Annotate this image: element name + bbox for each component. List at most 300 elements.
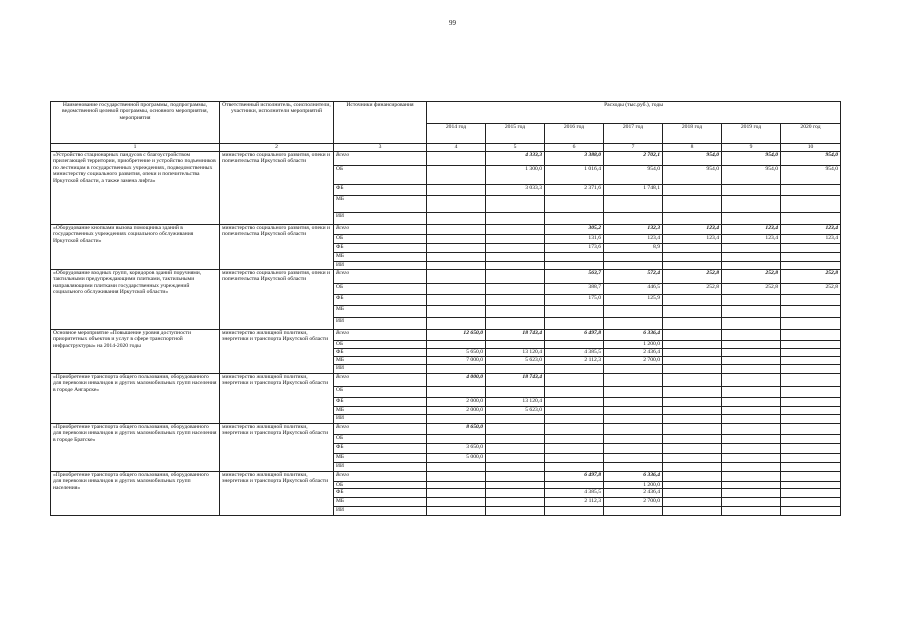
amount-cell [781, 357, 841, 365]
amount-cell [663, 262, 722, 270]
amount-cell [722, 424, 781, 435]
amount-cell: 252,8 [781, 284, 841, 295]
funding-source-cell: ОБ [334, 435, 427, 444]
column-number: 5 [486, 144, 545, 152]
amount-cell [781, 398, 841, 407]
amount-cell [663, 454, 722, 463]
amount-cell: 123,4 [663, 235, 722, 244]
program-name-cell: «Приобретение транспорта общего пользования, оборудованного для перевозки инвалидов и других маломобильных групп населения в городе Ангарске» [51, 374, 220, 424]
amount-cell [663, 213, 722, 225]
amount-cell [781, 253, 841, 262]
amount-cell [781, 407, 841, 415]
funding-source-cell: ОБ [334, 341, 427, 349]
amount-cell [722, 444, 781, 454]
amount-cell [545, 444, 604, 454]
amount-cell [781, 196, 841, 213]
amount-cell [663, 444, 722, 454]
amount-cell [486, 284, 545, 295]
amount-cell [486, 463, 545, 472]
amount-cell [781, 435, 841, 444]
amount-cell [663, 398, 722, 407]
amount-cell [663, 472, 722, 482]
amount-cell: 252,8 [663, 284, 722, 295]
column-number: 6 [545, 144, 604, 152]
column-number: 8 [663, 144, 722, 152]
header-year: 2020 год [781, 124, 841, 144]
amount-cell [663, 435, 722, 444]
amount-cell: 18 743,4 [486, 330, 545, 341]
amount-cell [545, 374, 604, 387]
amount-cell [427, 235, 486, 244]
amount-cell: 12 650,0 [427, 330, 486, 341]
amount-cell [722, 357, 781, 365]
amount-cell [781, 454, 841, 463]
funding-source-cell: МБ [334, 306, 427, 318]
amount-cell: 131,6 [545, 235, 604, 244]
amount-cell [486, 387, 545, 398]
amount-cell: 125,9 [604, 295, 663, 306]
header-program: Наименование государственной программы, подпрограммы, ведомственной целевой программы, основного мероприятия, мероприятия [51, 102, 220, 144]
amount-cell [781, 507, 841, 516]
header-responsible: Ответственный исполнитель, соисполнители, участники, исполнители мероприятий [220, 102, 334, 144]
funding-source-cell: ОБ [334, 284, 427, 295]
amount-cell [604, 262, 663, 270]
funding-source-cell: ФБ [334, 295, 427, 306]
amount-cell: 6 336,4 [604, 472, 663, 482]
amount-cell: 2 000,0 [427, 407, 486, 415]
amount-cell: 2 000,0 [427, 398, 486, 407]
amount-cell [781, 374, 841, 387]
table-row [51, 424, 841, 435]
amount-cell [722, 349, 781, 357]
amount-cell: 954,0 [604, 166, 663, 185]
amount-cell [722, 482, 781, 489]
amount-cell: 4 385,5 [545, 349, 604, 357]
amount-cell [427, 225, 486, 235]
amount-cell [663, 185, 722, 196]
amount-cell [722, 407, 781, 415]
amount-cell [427, 213, 486, 225]
amount-cell [486, 424, 545, 435]
amount-cell [604, 415, 663, 424]
funding-source-cell: ОБ [334, 387, 427, 398]
amount-cell [722, 244, 781, 253]
amount-cell [722, 415, 781, 424]
amount-cell [427, 365, 486, 374]
amount-cell [545, 306, 604, 318]
amount-cell [663, 196, 722, 213]
amount-cell [722, 507, 781, 516]
amount-cell [604, 507, 663, 516]
funding-source-cell: ИИ [334, 365, 427, 374]
amount-cell [486, 295, 545, 306]
amount-cell [486, 306, 545, 318]
funding-source-cell: Всего [334, 472, 427, 482]
amount-cell [663, 463, 722, 472]
amount-cell [486, 270, 545, 284]
responsible-cell: министерство жилищной политики, энергетики и транспорта Иркутской области [220, 330, 334, 374]
amount-cell: 2 371,6 [545, 185, 604, 196]
funding-source-cell: МБ [334, 407, 427, 415]
amount-cell [486, 318, 545, 330]
amount-cell [427, 284, 486, 295]
amount-cell: 2 702,1 [604, 152, 663, 166]
amount-cell [486, 225, 545, 235]
funding-source-cell: Всего [334, 330, 427, 341]
funding-source-cell: ОБ [334, 166, 427, 185]
amount-cell [722, 295, 781, 306]
amount-cell [781, 365, 841, 374]
amount-cell [486, 235, 545, 244]
amount-cell [545, 318, 604, 330]
amount-cell: 954,0 [781, 152, 841, 166]
amount-cell [427, 415, 486, 424]
amount-cell [722, 262, 781, 270]
amount-cell [545, 213, 604, 225]
responsible-cell: министерство социального развития, опеки и попечительства Иркутской области [220, 225, 334, 270]
amount-cell: 18 743,4 [486, 374, 545, 387]
amount-cell [604, 365, 663, 374]
amount-cell: 252,8 [781, 270, 841, 284]
amount-cell [722, 398, 781, 407]
funding-source-cell: ИИ [334, 318, 427, 330]
funding-source-cell: ИИ [334, 262, 427, 270]
amount-cell [781, 472, 841, 482]
amount-cell: 954,0 [722, 166, 781, 185]
amount-cell [663, 424, 722, 435]
amount-cell [722, 318, 781, 330]
amount-cell [486, 435, 545, 444]
column-number: 9 [722, 144, 781, 152]
header-source: Источники финансирования [334, 102, 427, 144]
amount-cell [545, 415, 604, 424]
amount-cell: 446,5 [604, 284, 663, 295]
amount-cell [545, 435, 604, 444]
amount-cell [781, 295, 841, 306]
amount-cell: 572,4 [604, 270, 663, 284]
amount-cell: 5 650,0 [427, 349, 486, 357]
table-row [51, 374, 841, 387]
amount-cell [722, 489, 781, 498]
amount-cell [427, 318, 486, 330]
column-number: 3 [334, 144, 427, 152]
amount-cell [663, 330, 722, 341]
amount-cell [722, 196, 781, 213]
funding-source-cell: Всего [334, 225, 427, 235]
amount-cell [663, 244, 722, 253]
budget-table [50, 101, 841, 516]
funding-source-cell: МБ [334, 454, 427, 463]
amount-cell [781, 318, 841, 330]
page-number: 99 [449, 19, 456, 27]
amount-cell [545, 365, 604, 374]
amount-cell: 8 650,0 [427, 424, 486, 435]
amount-cell [663, 407, 722, 415]
program-name-cell: «Приобретение транспорта общего пользования, оборудованного для перевозки инвалидов и других маломобильных групп населения в городе Братске» [51, 424, 220, 472]
funding-source-cell: ФБ [334, 444, 427, 454]
amount-cell: 1 200,0 [604, 341, 663, 349]
table-row [51, 472, 841, 482]
amount-cell [604, 213, 663, 225]
amount-cell: 173,6 [545, 244, 604, 253]
amount-cell: 4 385,5 [545, 489, 604, 498]
amount-cell: 2 700,0 [604, 357, 663, 365]
amount-cell: 954,0 [781, 166, 841, 185]
amount-cell [781, 424, 841, 435]
funding-source-cell: ИИ [334, 213, 427, 225]
amount-cell [604, 196, 663, 213]
amount-cell: 563,7 [545, 270, 604, 284]
amount-cell: 4 000,0 [427, 374, 486, 387]
amount-cell [663, 498, 722, 507]
amount-cell [427, 306, 486, 318]
amount-cell [545, 262, 604, 270]
amount-cell [545, 387, 604, 398]
amount-cell [781, 489, 841, 498]
amount-cell: 1 016,4 [545, 166, 604, 185]
amount-cell [427, 185, 486, 196]
amount-cell [722, 374, 781, 387]
funding-source-cell: ИИ [334, 415, 427, 424]
funding-source-cell: ФБ [334, 489, 427, 498]
amount-cell: 954,0 [663, 166, 722, 185]
amount-cell [486, 507, 545, 516]
amount-cell [781, 463, 841, 472]
amount-cell [604, 435, 663, 444]
amount-cell [486, 196, 545, 213]
column-number: 10 [781, 144, 841, 152]
amount-cell [663, 374, 722, 387]
header-year: 2018 год [663, 124, 722, 144]
amount-cell [781, 341, 841, 349]
amount-cell [545, 463, 604, 472]
amount-cell: 2 436,4 [604, 489, 663, 498]
amount-cell [604, 407, 663, 415]
funding-source-cell: МБ [334, 357, 427, 365]
amount-cell [781, 185, 841, 196]
amount-cell [427, 498, 486, 507]
amount-cell [722, 472, 781, 482]
responsible-cell: министерство жилищной политики, энергетики и транспорта Иркутской области [220, 472, 334, 516]
amount-cell [486, 365, 545, 374]
amount-cell: 3 033,3 [486, 185, 545, 196]
amount-cell: 305,2 [545, 225, 604, 235]
funding-source-cell: Всего [334, 424, 427, 435]
funding-source-cell: ФБ [334, 349, 427, 357]
amount-cell [781, 213, 841, 225]
amount-cell [486, 472, 545, 482]
amount-cell [604, 463, 663, 472]
amount-cell [486, 341, 545, 349]
amount-cell [663, 482, 722, 489]
funding-source-cell: Всего [334, 270, 427, 284]
amount-cell [545, 196, 604, 213]
amount-cell: 1 300,0 [486, 166, 545, 185]
amount-cell [722, 387, 781, 398]
amount-cell [663, 357, 722, 365]
amount-cell [486, 253, 545, 262]
amount-cell: 6 497,8 [545, 330, 604, 341]
amount-cell [663, 489, 722, 498]
amount-cell: 2 112,3 [545, 498, 604, 507]
amount-cell [486, 444, 545, 454]
amount-cell [722, 454, 781, 463]
amount-cell [427, 166, 486, 185]
amount-cell [486, 498, 545, 507]
amount-cell [486, 489, 545, 498]
column-number: 4 [427, 144, 486, 152]
amount-cell [722, 330, 781, 341]
amount-cell [604, 398, 663, 407]
amount-cell [781, 415, 841, 424]
amount-cell: 252,8 [663, 270, 722, 284]
amount-cell [604, 253, 663, 262]
amount-cell [545, 424, 604, 435]
funding-source-cell: ФБ [334, 185, 427, 196]
header-year: 2014 год [427, 124, 486, 144]
amount-cell [545, 253, 604, 262]
header-expenses: Расходы (тыс.руб.), годы [427, 102, 841, 124]
amount-cell [486, 244, 545, 253]
amount-cell [427, 152, 486, 166]
amount-cell: 6 497,8 [545, 472, 604, 482]
amount-cell [663, 295, 722, 306]
responsible-cell: министерство жилищной политики, энергетики и транспорта Иркутской области [220, 424, 334, 472]
amount-cell [781, 482, 841, 489]
amount-cell [427, 472, 486, 482]
amount-cell: 1 200,0 [604, 482, 663, 489]
program-name-cell: Основное мероприятие «Повышение уровня доступности приоритетных объектов и услуг в сфере транспортной инфраструктуры» на 2014-2020 годы [51, 330, 220, 374]
amount-cell [427, 295, 486, 306]
amount-cell [427, 463, 486, 472]
amount-cell [722, 185, 781, 196]
amount-cell: 2 700,0 [604, 498, 663, 507]
amount-cell [604, 454, 663, 463]
amount-cell [545, 482, 604, 489]
amount-cell: 123,4 [722, 235, 781, 244]
amount-cell: 2 436,4 [604, 349, 663, 357]
amount-cell [781, 387, 841, 398]
amount-cell: 388,7 [545, 284, 604, 295]
table-row [51, 152, 841, 166]
amount-cell: 7 000,0 [427, 357, 486, 365]
amount-cell: 3 388,0 [545, 152, 604, 166]
amount-cell [427, 387, 486, 398]
amount-cell [663, 415, 722, 424]
amount-cell [663, 253, 722, 262]
header-year: 2015 год [486, 124, 545, 144]
amount-cell: 252,8 [722, 270, 781, 284]
program-name-cell: «Оборудование кнопками вызова помощника зданий в государственных учреждениях социального обслуживания Иркутской области» [51, 225, 220, 270]
amount-cell [604, 374, 663, 387]
amount-cell [604, 318, 663, 330]
amount-cell: 8,9 [604, 244, 663, 253]
amount-cell: 954,0 [722, 152, 781, 166]
table-row [51, 270, 841, 284]
funding-source-cell: ФБ [334, 244, 427, 253]
amount-cell: 5 000,0 [427, 454, 486, 463]
column-number: 2 [220, 144, 334, 152]
amount-cell [604, 444, 663, 454]
amount-cell: 954,0 [663, 152, 722, 166]
amount-cell: 252,8 [722, 284, 781, 295]
amount-cell [722, 435, 781, 444]
amount-cell [545, 398, 604, 407]
funding-source-cell: МБ [334, 196, 427, 213]
amount-cell [781, 349, 841, 357]
amount-cell [722, 306, 781, 318]
amount-cell [604, 387, 663, 398]
amount-cell [663, 365, 722, 374]
amount-cell [663, 306, 722, 318]
column-number: 7 [604, 144, 663, 152]
amount-cell: 175,0 [545, 295, 604, 306]
amount-cell: 5 623,0 [486, 357, 545, 365]
amount-cell: 123,4 [781, 235, 841, 244]
funding-source-cell: Всего [334, 374, 427, 387]
column-number: 1 [51, 144, 220, 152]
table-row [51, 330, 841, 341]
responsible-cell: министерство социального развития, опеки и попечительства Иркутской области [220, 152, 334, 225]
amount-cell [781, 262, 841, 270]
amount-cell [722, 498, 781, 507]
funding-source-cell: ОБ [334, 235, 427, 244]
amount-cell [427, 341, 486, 349]
amount-cell [545, 454, 604, 463]
amount-cell: 13 120,4 [486, 398, 545, 407]
amount-cell: 1 748,1 [604, 185, 663, 196]
amount-cell [781, 306, 841, 318]
amount-cell [545, 341, 604, 349]
amount-cell: 4 333,3 [486, 152, 545, 166]
amount-cell [427, 196, 486, 213]
funding-source-cell: ИИ [334, 463, 427, 472]
funding-source-cell: МБ [334, 253, 427, 262]
amount-cell [781, 244, 841, 253]
amount-cell: 6 336,4 [604, 330, 663, 341]
header-year: 2016 год [545, 124, 604, 144]
funding-source-cell: ФБ [334, 398, 427, 407]
header-year: 2019 год [722, 124, 781, 144]
amount-cell: 3 650,0 [427, 444, 486, 454]
amount-cell: 132,3 [604, 225, 663, 235]
amount-cell [663, 387, 722, 398]
amount-cell [781, 330, 841, 341]
amount-cell [781, 444, 841, 454]
amount-cell: 123,4 [722, 225, 781, 235]
amount-cell: 123,4 [604, 235, 663, 244]
funding-source-cell: ИИ [334, 507, 427, 516]
amount-cell [486, 213, 545, 225]
amount-cell [604, 306, 663, 318]
amount-cell [427, 435, 486, 444]
amount-cell [427, 489, 486, 498]
amount-cell [604, 424, 663, 435]
amount-cell [545, 407, 604, 415]
program-name-cell: «Устройство стационарных пандусов с благоустройством прилегающей территории, приобретение и устройство подъемников по лестницам в государственных учреждениях, подведомственных министерству социального развития, опеки и попечительства Иркутской области, а также замена лифта» [51, 152, 220, 225]
amount-cell [486, 482, 545, 489]
amount-cell [427, 507, 486, 516]
amount-cell [722, 463, 781, 472]
amount-cell: 13 120,4 [486, 349, 545, 357]
amount-cell [663, 318, 722, 330]
amount-cell [486, 415, 545, 424]
amount-cell [722, 213, 781, 225]
amount-cell [486, 262, 545, 270]
amount-cell [427, 482, 486, 489]
amount-cell [722, 253, 781, 262]
amount-cell [486, 454, 545, 463]
